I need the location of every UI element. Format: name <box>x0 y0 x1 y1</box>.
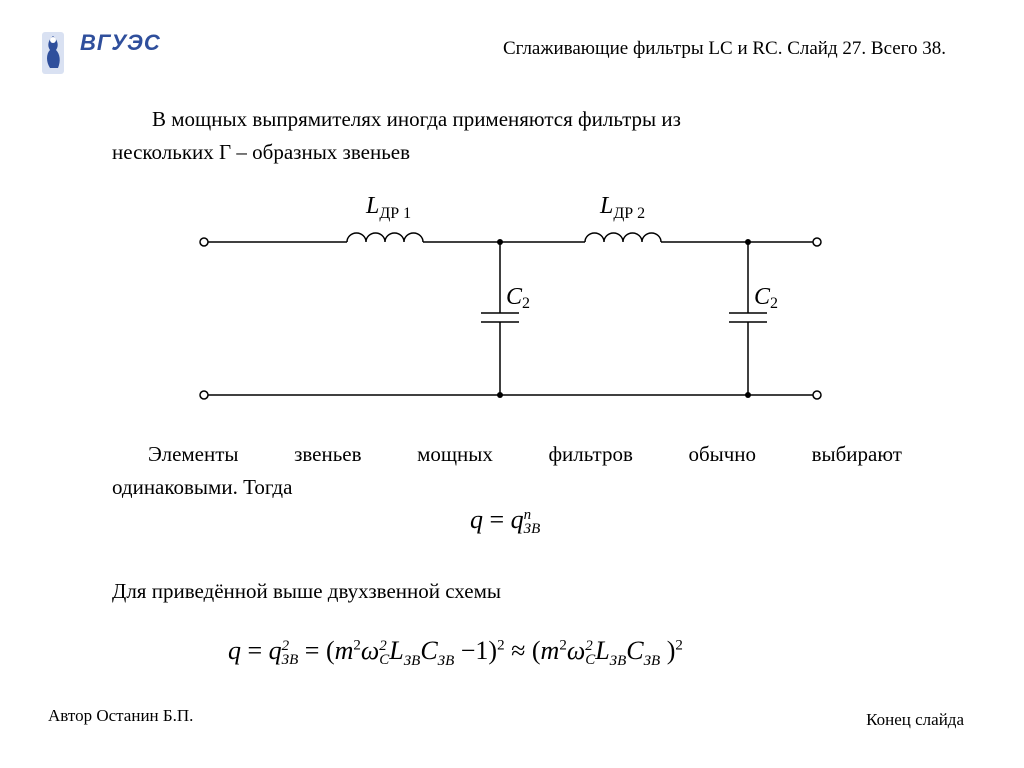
terminal-output-top <box>813 238 821 246</box>
slide-header: Сглаживающие фильтры LC и RC. Слайд 27. Всего 38. <box>502 38 946 59</box>
svg-text:C2 <box>506 284 530 312</box>
word: звеньев <box>294 442 362 466</box>
capacitor1-subscript: 2 <box>522 295 531 312</box>
svg-text:LДР 1 <box>365 193 411 222</box>
elements-line-2: одинаковыми. Тогда <box>112 475 293 499</box>
elements-paragraph <box>112 438 902 504</box>
logo-text: ВГУЭС <box>80 30 161 55</box>
author-credit: Автор Останин Б.П. <box>48 706 194 725</box>
intro-line-1: В мощных выпрямителях иногда применяются фильтры из <box>152 107 681 131</box>
word: выбирают <box>811 442 902 466</box>
svg-text:LДР 2 <box>599 193 645 222</box>
terminal-output-bottom <box>813 391 821 399</box>
capacitor2-symbol: C <box>754 284 771 310</box>
formula-two-stage: q = q 2 ЗВ = ($m^2\omega$ 2 C $L_{ЗВ}C_{ЗВ} -1)^2 \approx (m^2\omega$ 2 C $L_{ЗВ}C_{ЗВ}$ )$^2$ <box>228 636 683 670</box>
elements-line-1 <box>112 438 902 471</box>
terminal-input-bottom <box>200 391 208 399</box>
intro-line-2: нескольких Г – образных звеньев <box>112 140 411 164</box>
capacitor1-symbol: C <box>506 284 523 310</box>
word: обычно <box>688 442 757 466</box>
end-of-slide-label: Конец слайда <box>866 710 964 729</box>
terminal-input-top <box>200 238 208 246</box>
formula-q-equals-qzv-n: q = q n ЗВ <box>470 505 541 538</box>
svg-text:C2 <box>754 284 778 312</box>
word: фильтров <box>548 442 633 466</box>
capacitor2-subscript: 2 <box>770 295 779 312</box>
inductor2-symbol: L <box>600 193 614 219</box>
word: Элементы <box>148 442 239 466</box>
scheme-paragraph: Для приведённой выше двухзвенной схемы <box>112 579 501 603</box>
inductor2-subscript: ДР 2 <box>613 205 646 222</box>
word: мощных <box>417 442 493 466</box>
inductor1-subscript: ДР 1 <box>379 205 412 222</box>
inductor1-symbol: L <box>366 193 380 219</box>
